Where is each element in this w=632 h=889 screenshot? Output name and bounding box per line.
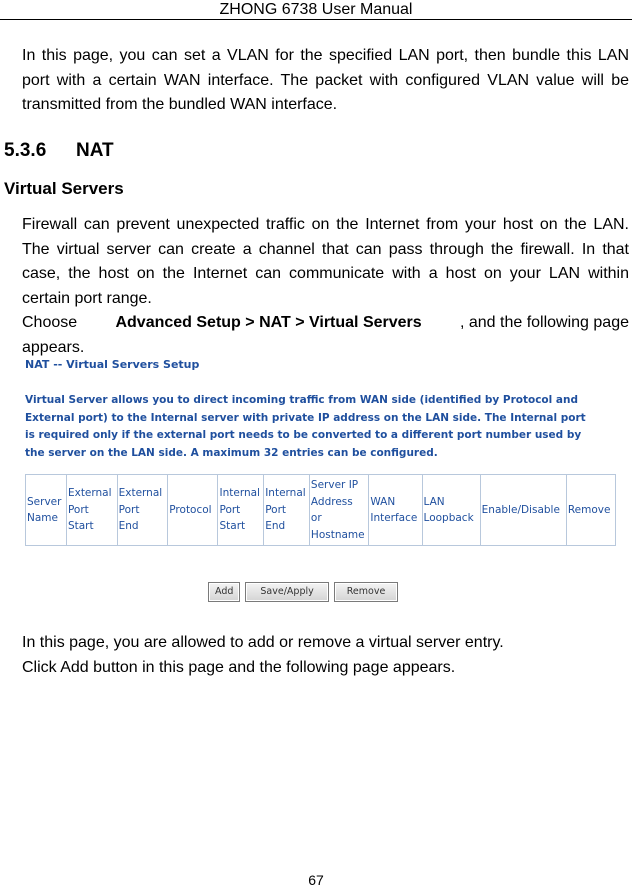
column-header-word: Name bbox=[27, 512, 58, 524]
column-header bbox=[66, 475, 117, 546]
screenshot-description bbox=[25, 392, 586, 462]
save-apply-button[interactable]: Save/Apply bbox=[245, 582, 328, 602]
column-header-word: Address bbox=[310, 495, 353, 508]
desc-line: External port) to the Internal server with private IP address on the LAN side. The Internal port bbox=[25, 411, 586, 424]
column-header bbox=[117, 475, 168, 546]
menu-path: Advanced Setup > NAT > Virtual Servers bbox=[115, 314, 422, 331]
table-header-row bbox=[26, 475, 616, 546]
column-header-word: Start bbox=[219, 520, 246, 533]
column-header-word: Start bbox=[67, 520, 94, 533]
column-header-word: Remove bbox=[567, 503, 611, 516]
desc-line: Virtual Server allows you to direct incoming traffic from WAN side (identified by Protocol and bbox=[25, 394, 578, 406]
remove-button[interactable]: Remove bbox=[334, 582, 399, 602]
choose-instruction bbox=[22, 311, 629, 360]
intro-paragraph: In this page, you can set a VLAN for the specified LAN port, then bundle this LAN port with a certain WAN interface. The packet with configured VLAN value will be transmitted from the bundled WAN interface. bbox=[22, 47, 629, 113]
column-header-word: Protocol bbox=[169, 503, 212, 516]
column-header-word: Interface bbox=[370, 512, 418, 524]
column-header-word: Port bbox=[118, 503, 140, 516]
column-header-word: Port bbox=[67, 503, 89, 516]
choose-prefix: Choose bbox=[22, 314, 78, 331]
subheading: Virtual Servers bbox=[4, 179, 124, 198]
column-header-word: WAN bbox=[370, 495, 396, 508]
screenshot-title: NAT -- Virtual Servers Setup bbox=[25, 358, 200, 371]
desc-line: the server on the LAN side. A maximum 32 entries can be configured. bbox=[25, 446, 438, 459]
section-number: 5.3.6 bbox=[4, 140, 47, 161]
column-header-word: Port bbox=[219, 503, 241, 516]
column-header-word: Internal bbox=[265, 487, 306, 500]
virtual-servers-table bbox=[25, 474, 616, 546]
column-header bbox=[309, 475, 368, 546]
column-header bbox=[422, 475, 480, 546]
column-header-word: or bbox=[310, 512, 322, 524]
column-header-word: End bbox=[265, 520, 286, 533]
column-header-word: Loopback bbox=[423, 512, 474, 524]
column-header bbox=[566, 475, 615, 546]
page-number: 67 bbox=[308, 872, 324, 888]
header-rule bbox=[0, 19, 632, 20]
virtual-servers-screenshot bbox=[22, 356, 616, 606]
after-paragraph-1: In this page, you are allowed to add or remove a virtual server entry. bbox=[22, 634, 504, 651]
column-header bbox=[218, 475, 264, 546]
section-title: NAT bbox=[76, 140, 114, 161]
desc-line: is required only if the external port needs to be converted to a different port number used by bbox=[25, 429, 582, 441]
description-paragraph: Firewall can prevent unexpected traffic on the Internet from your host on the LAN. The virtual server can create a channel that can pass through the firewall. In that case, the host on the Internet can communicate with a host on your LAN within certain port range. bbox=[22, 216, 629, 307]
add-button[interactable]: Add bbox=[208, 582, 240, 602]
after-paragraph-2: Click Add button in this page and the following page appears. bbox=[22, 659, 456, 676]
column-header-word: LAN bbox=[423, 495, 445, 508]
button-row bbox=[208, 582, 398, 602]
column-header-word: Internal bbox=[219, 487, 260, 500]
column-header-word: External bbox=[67, 487, 112, 500]
column-header-word: External bbox=[118, 487, 163, 500]
column-header bbox=[480, 475, 566, 546]
column-header-word: Port bbox=[265, 503, 287, 516]
column-header-word: Hostname bbox=[310, 528, 365, 541]
column-header-word: Enable/Disable bbox=[481, 503, 560, 516]
column-header bbox=[168, 475, 218, 546]
column-header-word: Server IP bbox=[310, 479, 359, 491]
column-header-word: Server bbox=[27, 495, 62, 508]
page-header: ZHONG 6738 User Manual bbox=[219, 1, 413, 18]
column-header bbox=[264, 475, 310, 546]
choose-line2: appears. bbox=[22, 338, 85, 356]
choose-suffix: , and the following page bbox=[459, 314, 629, 331]
column-header bbox=[26, 475, 67, 546]
column-header-word: End bbox=[118, 520, 139, 533]
column-header bbox=[369, 475, 422, 546]
